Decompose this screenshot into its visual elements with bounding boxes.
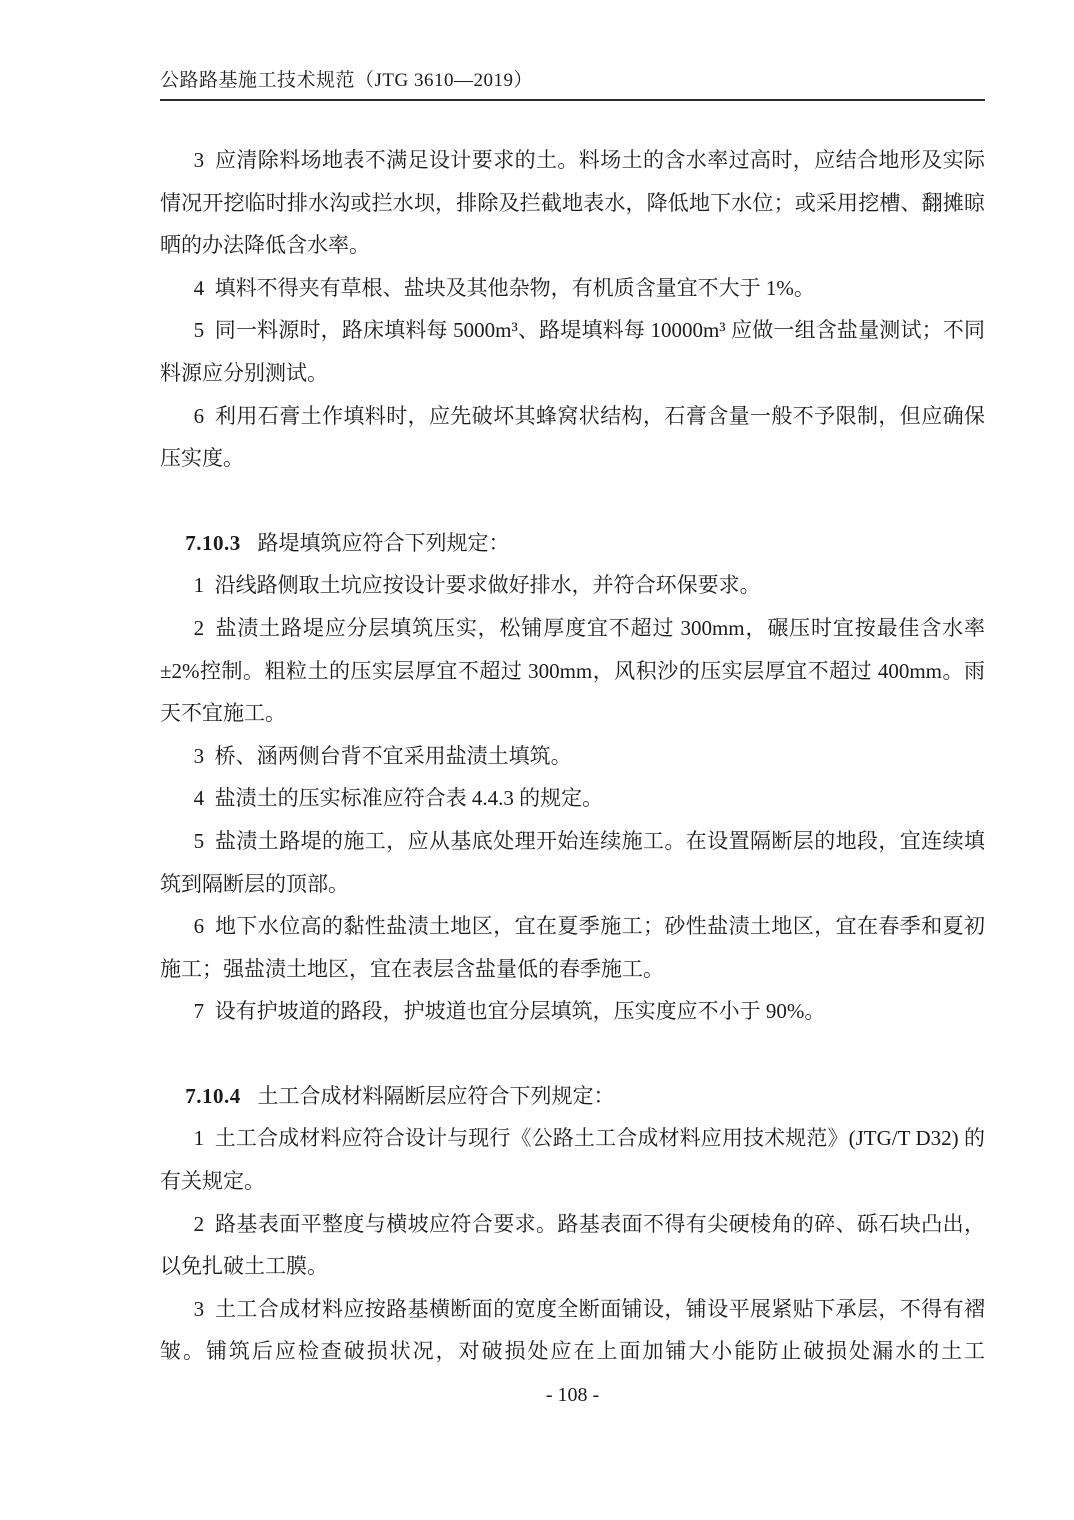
section-heading-7-10-3 xyxy=(160,522,985,565)
section-7-10-3-item-6: 6 地下水位高的黏性盐渍土地区，宜在夏季施工；砂性盐渍土地区，宜在春季和夏初施工；强盐渍土地区，宜在表层含盐量低的春季施工。 xyxy=(160,914,985,981)
section-7-10-4-item-2: 2 路基表面平整度与横坡应符合要求。路基表面不得有尖硬棱角的碎、砾石块凸出，以免扎破土工膜。 xyxy=(160,1211,985,1279)
section-7-10-4-item-3: 3 土工合成材料应按路基横断面的宽度全断面铺设，铺设平展紧贴下承层，不得有褶皱。铺筑后应检查破损状况，对破损处应在上面加铺大小能防止破损处漏水的土工 xyxy=(160,1296,985,1364)
paragraph-item-4: 4 填料不得夹有草根、盐块及其他杂物，有机质含量宜不大于 1%。 xyxy=(193,275,815,300)
running-header-text: 公路路基施工技术规范（JTG 3610—2019） xyxy=(160,70,533,91)
section-number: 7.10.4 xyxy=(185,1083,241,1108)
page-footer xyxy=(160,1384,985,1407)
running-header xyxy=(160,66,985,101)
section-7-10-3-item-3: 3 桥、涵两侧台背不宜采用盐渍土填筑。 xyxy=(193,743,572,768)
section-7-10-3-item-5: 5 盐渍土路堤的施工，应从基底处理开始连续施工。在设置隔断层的地段，宜连续填筑到隔断层的顶部。 xyxy=(160,828,985,896)
section-7-10-3-item-7: 7 设有护坡道的路段，护坡道也宜分层填筑，压实度应不小于 90%。 xyxy=(193,999,826,1024)
paragraph-item-3: 3 应清除料场地表不满足设计要求的土。料场土的含水率过高时，应结合地形及实际情况开挖临时排水沟或拦水坝，排除及拦截地表水，降低地下水位；或采用挖槽、翻摊晾晒的办法降低含水率。 xyxy=(160,148,985,258)
section-7-10-3-item-1: 1 沿线路侧取土坑应按设计要求做好排水，并符合环保要求。 xyxy=(193,573,761,598)
section-heading-7-10-4 xyxy=(160,1075,985,1118)
section-title: 路堤填筑应符合下列规定： xyxy=(257,530,510,555)
section-7-10-3-item-4: 4 盐渍土的压实标准应符合表 4.4.3 的规定。 xyxy=(193,786,604,811)
paragraph-item-5: 5 同一料源时，路床填料每 5000m³、路堤填料每 10000m³ 应做一组含盐量测试；不同料源应分别测试。 xyxy=(160,318,985,385)
paragraph-item-6: 6 利用石膏土作填料时，应先破坏其蜂窝状结构，石膏含量一般不予限制，但应确保压实度。 xyxy=(160,403,985,471)
section-7-10-4-item-1: 1 土工合成材料应符合设计与现行《公路土工合成材料应用技术规范》(JTG/T D32) 的有关规定。 xyxy=(160,1126,985,1194)
section-7-10-3-item-2: 2 盐渍土路堤应分层填筑压实，松铺厚度宜不超过 300mm，碾压时宜按最佳含水率±2%控制。粗粒土的压实层厚宜不超过 300mm，风积沙的压实层厚宜不超过 400mm。雨天不宜施工。 xyxy=(160,615,985,726)
page-number: - 108 - xyxy=(545,1384,600,1406)
section-number: 7.10.3 xyxy=(185,530,241,555)
section-title: 土工合成材料隔断层应符合下列规定： xyxy=(257,1083,615,1108)
page-content xyxy=(160,139,985,1373)
